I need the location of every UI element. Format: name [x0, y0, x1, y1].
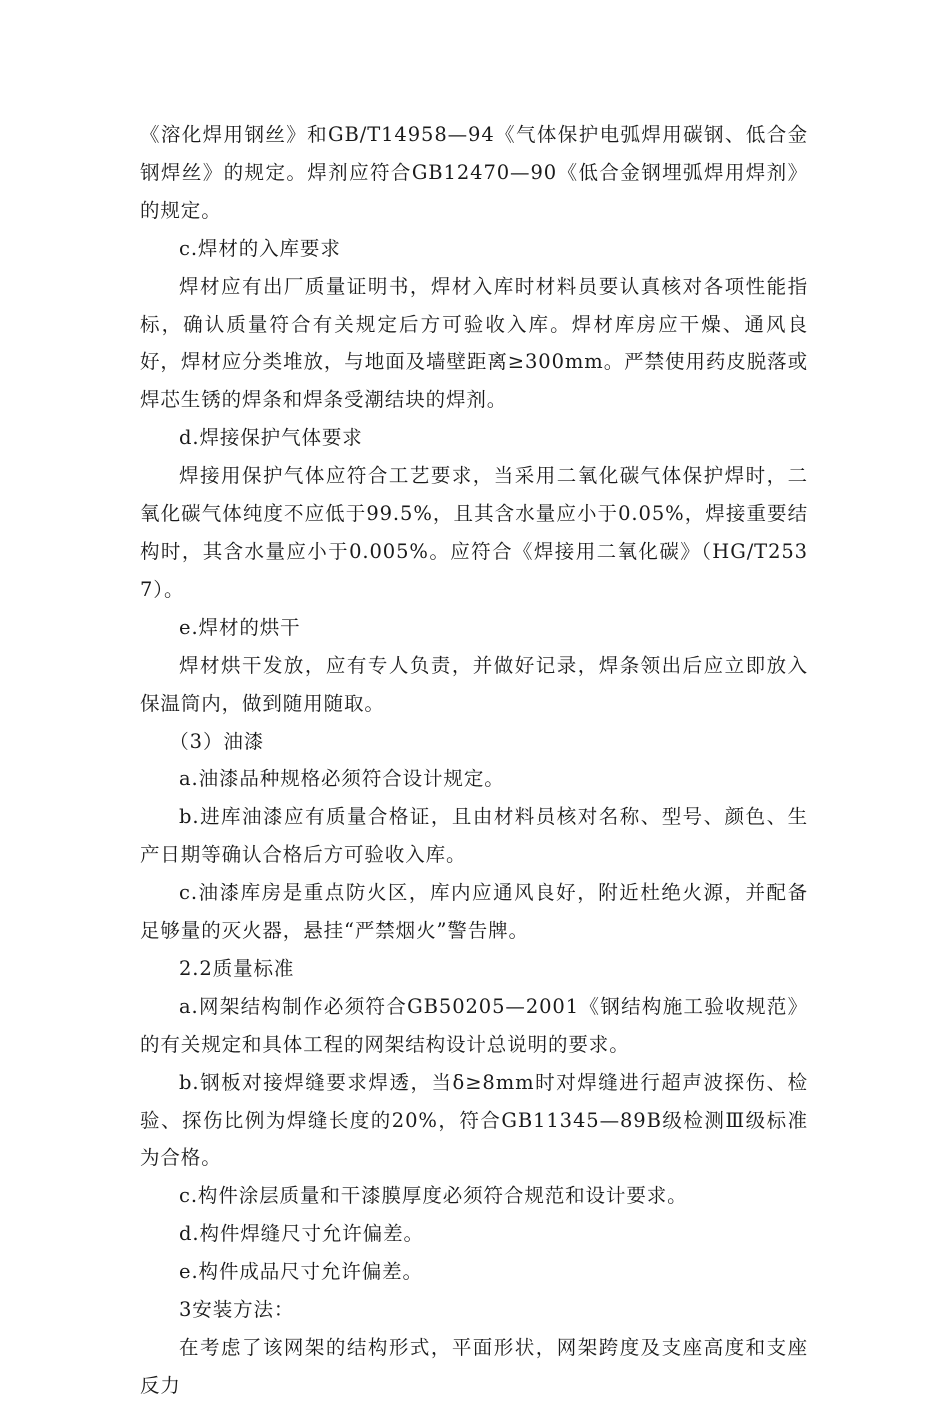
subheading-welding-material-storage: c.焊材的入库要求 [179, 236, 341, 260]
paragraph-quality-c: c.构件涂层质量和干漆膜厚度必须符合规范和设计要求。 [179, 1184, 688, 1208]
subheading-shielding-gas: d.焊接保护气体要求 [179, 426, 363, 450]
paragraph-welding-wire-standards: 《溶化焊用钢丝》和GB/T14958—94《气体保护电弧焊用碳钢、低合金钢焊丝》的规定。焊剂应符合GB12470—90《低合金钢埋弧焊用焊剂》的规定。 [140, 123, 808, 222]
subheading-material-drying: e.焊材的烘干 [179, 615, 301, 639]
paragraph-material-drying: 焊材烘干发放，应有专人负责，并做好记录，焊条领出后应立即放入保温筒内，做到随用随取。 [140, 653, 808, 715]
paragraph-paint-b: b.进库油漆应有质量合格证，且由材料员核对名称、型号、颜色、生产日期等确认合格后方可验收入库。 [140, 805, 808, 867]
paragraph-quality-d: d.构件焊缝尺寸允许偏差。 [179, 1222, 424, 1246]
section-heading-installation-method: 3安装方法： [179, 1298, 295, 1322]
paragraph-quality-b: b.钢板对接焊缝要求焊透，当δ≥8mm时对焊缝进行超声波探伤、检验、探伤比例为焊缝长度的20%，符合GB11345—89B级检测Ⅲ级标准为合格。 [140, 1070, 808, 1170]
document-page [140, 116, 808, 1405]
paragraph-paint-a: a.油漆品种规格必须符合设计规定。 [179, 767, 505, 791]
section-heading-quality-standards: 2.2质量标准 [179, 956, 295, 980]
paragraph-paint-c: c.油漆库房是重点防火区，库内应通风良好，附近杜绝火源，并配备足够量的灭火器，悬挂“严禁烟火”警告牌。 [140, 881, 808, 943]
paragraph-installation-intro: 在考虑了该网架的结构形式，平面形状，网架跨度及支座高度和支座反力 [140, 1336, 808, 1397]
paragraph-quality-e: e.构件成品尺寸允许偏差。 [179, 1260, 423, 1284]
paragraph-shielding-gas: 焊接用保护气体应符合工艺要求，当采用二氧化碳气体保护焊时，二氧化碳气体纯度不应低于99.5%，且其含水量应小于0.05%，焊接重要结构时，其含水量应小于0.005%。应符合《焊接用二氧化碳》（HG/T2537）。 [140, 464, 808, 601]
paragraph-welding-material-storage: 焊材应有出厂质量证明书，焊材入库时材料员要认真核对各项性能指标，确认质量符合有关规定后方可验收入库。焊材库房应干燥、通风良好，焊材应分类堆放，与地面及墙壁距离≥300mm。严禁使用药皮脱落或焊芯生锈的焊条和焊条受潮结块的焊剂。 [140, 274, 808, 412]
section-heading-paint: （3）油漆 [169, 729, 265, 753]
paragraph-quality-a: a.网架结构制作必须符合GB50205—2001《钢结构施工验收规范》的有关规定和具体工程的网架结构设计总说明的要求。 [140, 994, 808, 1056]
